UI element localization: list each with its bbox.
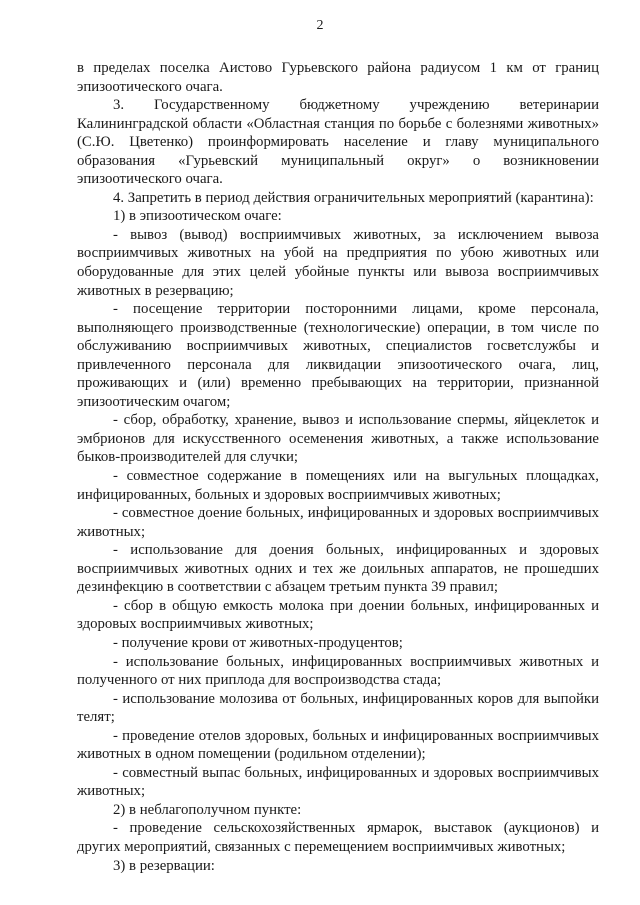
page-number: 2 [316,18,324,33]
list-item: - посещение территории посторонними лицами, кроме персонала, выполняющего производственные (технологические) операции, в том числе по обслуживанию восприимчивых животных, специалистов госветслужбы и привлеченного персонала для ликвидации эпизоотического очага, лиц, проживающих и (или) временно пребывающих на территории, признанной эпизоотическим очагом; [77,301,599,410]
list-item: - совместный выпас больных, инфицированных и здоровых восприимчивых животных; [77,764,599,800]
list-item: - совместное содержание в помещениях или на выгульных площадках, инфицированных, больных и здоровых восприимчивых животных; [77,468,599,503]
list-item: - совместное доение больных, инфицированных и здоровых восприимчивых животных; [77,505,599,540]
list-item: - сбор, обработку, хранение, вывоз и использование спермы, яйцеклеток и эмбрионов для искусственного осеменения животных, а также использование быков-производителей для случки; [77,412,599,466]
list-item: - использование для доения больных, инфицированных и здоровых восприимчивых животных одних и тех же доильных аппаратов, не прошедших дезинфекцию в соответствии с абзацем третьим пункта 39 правил; [77,542,599,596]
list-item: - проведение отелов здоровых, больных и инфицированных восприимчивых животных в одном помещении (родильном отделении); [77,727,599,763]
subheading-reservation: 3) в резервации: [113,857,215,874]
list-item: - проведение сельскохозяйственных ярмарок, выставок (аукционов) и других мероприятий, связанных с перемещением восприимчивых животных; [77,820,599,855]
list-item: - использование молозива от больных, инфицированных коров для выпойки телят; [77,690,599,726]
subheading-unfavorable-point: 2) в неблагополучном пункте: [113,801,302,818]
paragraph-item-3: 3. Государственному бюджетному учреждению ветеринарии Калининградской области «Областная станция по борьбе с болезнями животных» (С.Ю. Цветенко) проинформировать население и главу муниципального образования «Гурьевский муниципальный округ» о возникновении эпизоотического очага. [77,97,599,188]
list-item: - сбор в общую емкость молока при доении больных, инфицированных и здоровых восприимчивых животных; [77,597,599,633]
subheading-epizootic-focus: 1) в эпизоотическом очаге: [113,208,282,225]
list-item: - использование больных, инфицированных восприимчивых животных и полученного от них приплода для воспроизводства стада; [77,653,599,689]
list-item: - получение крови от животных-продуцентов; [113,634,403,651]
list-item: - вывоз (вывод) восприимчивых животных, за исключением вывоза восприимчивых животных на убой на предприятия по убою животных или оборудованные для этих целей убойные пункты или вывоза восприимчивых животных в резервацию; [77,226,599,299]
paragraph-item-4: 4. Запретить в период действия ограничительных мероприятий (карантина): [113,189,594,206]
paragraph-continuation: в пределах поселка Аистово Гурьевского района радиусом 1 км от границ эпизоотического очага. [77,60,599,95]
document-body [77,59,599,875]
